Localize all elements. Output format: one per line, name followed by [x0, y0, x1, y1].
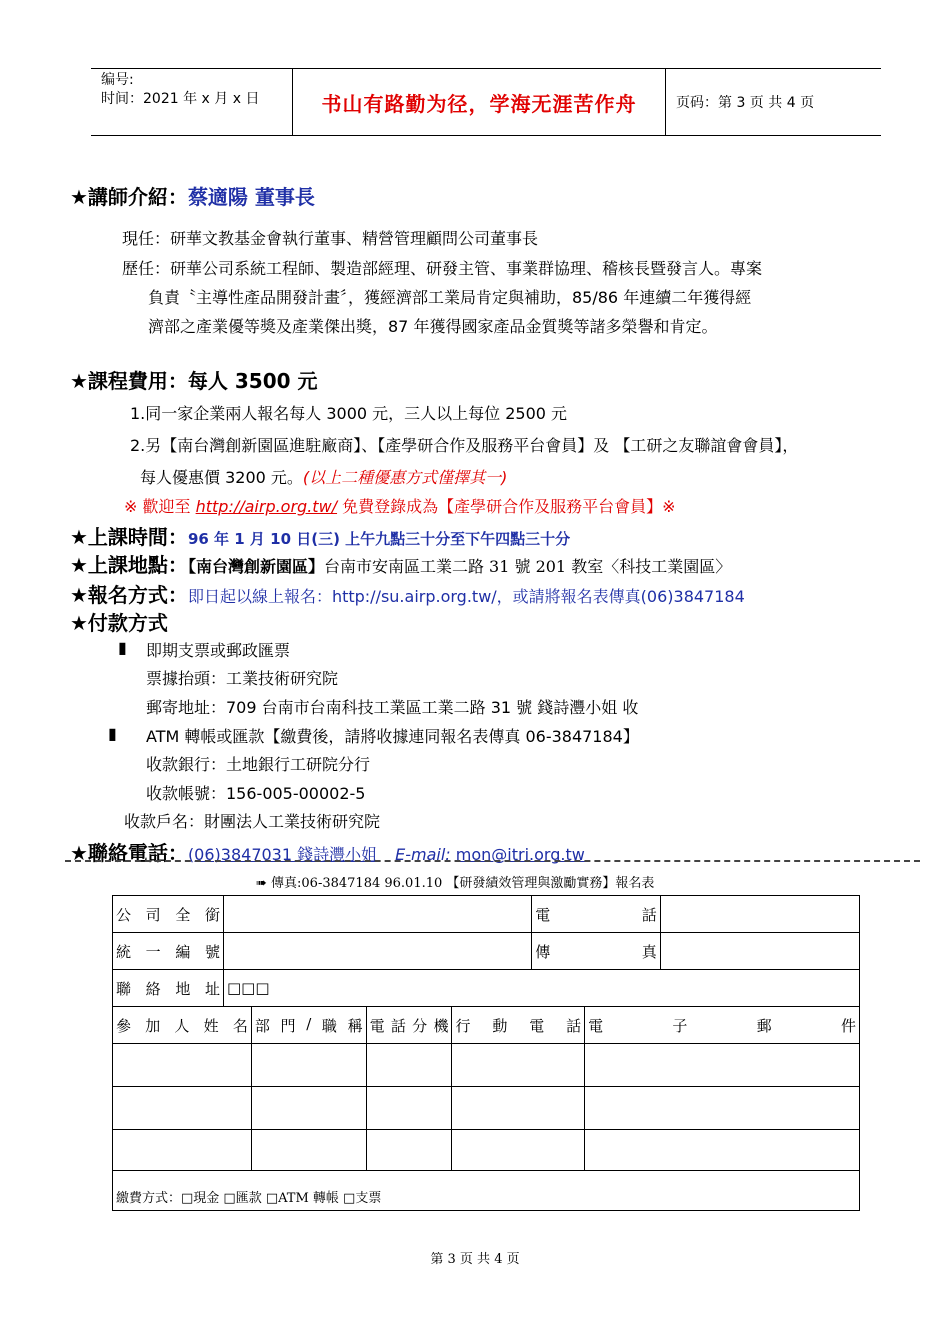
fax-label: 傳 真 [532, 933, 661, 970]
fax-field[interactable] [660, 933, 859, 970]
signup-heading: ★報名方式： [70, 583, 188, 607]
email-cell[interactable] [585, 1087, 860, 1130]
payment-bank: 收款銀行：土地銀行工研院分行 [146, 755, 371, 774]
instructor-past-line1: 歷任：研華公司系統工程師、製造部經理、研發主管、事業群協理、稽核長暨發言人。專案 [122, 259, 763, 278]
col-name-header: 參 加 人 姓 名 [113, 1007, 252, 1044]
fee-discount-price: 每人優惠價 3200 元。 [140, 468, 303, 487]
ext-cell[interactable] [366, 1087, 452, 1130]
payment-account: 收款帳號：156-005-00002-5 [146, 784, 366, 803]
registration-form [112, 895, 860, 1211]
cut-line [65, 860, 920, 862]
tax-id-label: 統 一 編 號 [113, 933, 224, 970]
name-cell[interactable] [113, 1087, 252, 1130]
company-label: 公 司 全 銜 [113, 896, 224, 933]
fee-item-1: 1.同一家企業兩人報名每人 3000 元，三人以上每位 2500 元 [130, 404, 568, 423]
col-dept-header: 部 門 / 職 稱 [251, 1007, 366, 1044]
instructor-past-line3: 濟部之產業優等獎及產業傑出獎，87 年獲得國家產品金質獎等諸多榮譽和肯定。 [148, 317, 718, 336]
class-time-heading: ★上課時間： [70, 525, 188, 549]
class-place-park: 【南台灣創新園區】 [187, 557, 324, 576]
dept-cell[interactable] [251, 1130, 366, 1171]
form-title: ➠ 傳真:06-3847184 96.01.10 【研發績效管理與激勵實務】報名表 [256, 876, 655, 891]
name-cell[interactable] [113, 1044, 252, 1087]
doc-time: 时间：2021 年 x 月 x 日 [101, 91, 260, 107]
phone-field[interactable] [660, 896, 859, 933]
class-time-value: 96 年 1 月 10 日(三) 上午九點三十分至下午四點三十分 [187, 530, 571, 548]
email-cell[interactable] [585, 1130, 860, 1171]
payment-address: 郵寄地址：709 台南市台南科技工業區工業二路 31 號 錢詩灃小姐 收 [146, 698, 639, 717]
welcome-prefix: ※ 歡迎至 [124, 497, 196, 516]
welcome-suffix: 免費登錄成為【產學研合作及服務平台會員】※ [337, 497, 676, 516]
bullet-icon: ▮ [118, 638, 127, 657]
fee-item-2: 2.另【南台灣創新園區進駐廠商】、【產學研合作及服務平台會員】及 【工研之友聯誼會會員】， [130, 436, 799, 455]
name-cell[interactable] [113, 1130, 252, 1171]
col-ext-header: 電 話 分 機 [366, 1007, 452, 1044]
airp-link[interactable]: http://airp.org.tw/ [195, 497, 338, 516]
instructor-name: 蔡適陽 董事長 [187, 185, 315, 209]
payment-option-2: ATM 轉帳或匯款【繳費後，請將收據連同報名表傳真 06-3847184】 [146, 727, 639, 746]
fee-item-2b [140, 465, 507, 488]
address-label: 聯 絡 地 址 [113, 970, 224, 1007]
email-label: E-mail: [395, 845, 456, 864]
payment-payee: 票據抬頭：工業技術研究院 [146, 669, 339, 688]
company-field[interactable] [224, 896, 532, 933]
instructor-heading: ★講師介紹： [70, 185, 188, 209]
zip-boxes: □□□ [227, 979, 270, 997]
phone-label: 電 話 [532, 896, 661, 933]
col-mobile-header: 行 動 電 話 [452, 1007, 585, 1044]
payment-heading: ★付款方式 [70, 611, 168, 635]
table-row [113, 1130, 860, 1171]
address-field[interactable] [224, 970, 860, 1007]
class-time [70, 521, 570, 550]
mobile-cell[interactable] [452, 1087, 585, 1130]
payment-methods[interactable]: 繳費方式：□現金 □匯款 □ATM 轉帳 □支票 [113, 1171, 860, 1211]
signup [70, 579, 745, 608]
payment-holder: 收款戶名：財團法人工業技術研究院 [124, 812, 381, 831]
class-place-address: 台南市安南區工業二路 31 號 201 教室〈科技工業園區〉 [323, 557, 732, 576]
fee-welcome [124, 494, 676, 517]
table-row [113, 1044, 860, 1087]
page-header [91, 68, 881, 136]
contact-heading: ★聯絡電話： [70, 841, 188, 865]
payment-option-1: 即期支票或郵政匯票 [146, 641, 291, 660]
page-footer: 第 3 页 共 4 页 [430, 1252, 520, 1267]
dept-cell[interactable] [251, 1044, 366, 1087]
mobile-cell[interactable] [452, 1044, 585, 1087]
col-email-header: 電 子 郵 件 [585, 1007, 860, 1044]
tax-id-field[interactable] [224, 933, 532, 970]
header-page-number: 页码：第 3 页 共 4 页 [676, 95, 815, 111]
header-motto: 书山有路勤为径，学海无涯苦作舟 [293, 69, 666, 135]
fee-heading: ★課程費用：每人 3500 元 [70, 369, 318, 393]
contact-phone[interactable]: (06)3847031 錢詩灃小姐 [187, 845, 378, 864]
bullet-icon: ▮ [108, 724, 117, 743]
mobile-cell[interactable] [452, 1130, 585, 1171]
signup-value[interactable]: 即日起以線上報名：http://su.airp.org.tw/，或請將報名表傳真(06)3847184 [187, 587, 745, 606]
ext-cell[interactable] [366, 1130, 452, 1171]
email-cell[interactable] [585, 1044, 860, 1087]
contact-email-link[interactable]: mon@itri.org.tw [455, 845, 585, 864]
fee-discount-note: (以上二種優惠方式僅擇其一) [302, 468, 508, 487]
instructor-current: 現任：研華文教基金會執行董事、精營管理顧問公司董事長 [122, 229, 539, 248]
ext-cell[interactable] [366, 1044, 452, 1087]
doc-code: 编号: [101, 72, 134, 88]
class-place [70, 549, 731, 578]
header-meta [91, 69, 293, 135]
instructor-past-line2: 負責〝主導性產品開發計畫〞，獲經濟部工業局肯定與補助，85/86 年連續二年獲得經 [148, 288, 752, 307]
dept-cell[interactable] [251, 1087, 366, 1130]
instructor-section [70, 181, 315, 210]
class-place-heading: ★上課地點： [70, 553, 188, 577]
table-row [113, 1087, 860, 1130]
